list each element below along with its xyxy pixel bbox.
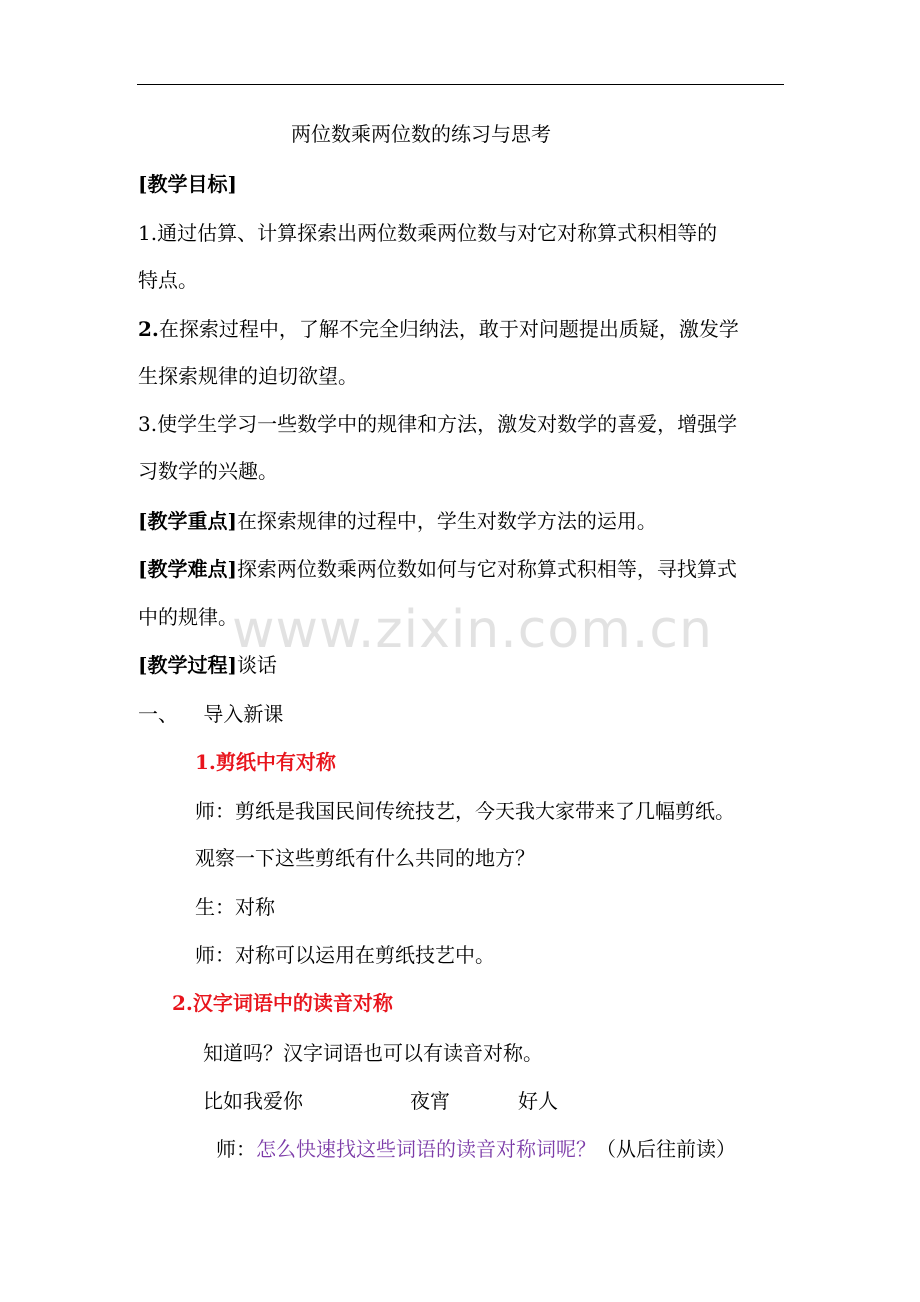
objective-3-line-2: 习数学的兴趣。: [138, 459, 278, 483]
subsection-1-heading: 1.剪纸中有对称: [195, 750, 336, 774]
student-line-1: 生：对称: [195, 895, 275, 919]
teacher-line-3-note: （从后往前读）: [596, 1137, 736, 1161]
example-word-2: 夜宵: [410, 1089, 450, 1113]
section-1-heading: 一、 导入新课: [138, 702, 284, 726]
watermark: www.zixin.com.cn: [232, 600, 713, 660]
example-word-3: 好人: [518, 1089, 558, 1113]
objective-2-line-1: [138, 315, 739, 343]
key-point-label: [教学重点]: [138, 509, 237, 533]
key-point-text: 在探索规律的过程中，学生对数学方法的运用。: [236, 509, 657, 533]
example-word-1: 比如我爱你: [203, 1089, 303, 1113]
document-title: 两位数乘两位数的练习与思考: [291, 122, 551, 146]
objective-1-line-2: 特点。: [138, 268, 198, 292]
difficulty-line-2: 中的规律。: [138, 605, 238, 629]
process-text: 谈话: [236, 653, 277, 677]
teacher-line-2: 师：对称可以运用在剪纸技艺中。: [195, 943, 495, 967]
subsection-2-heading: 2.汉字词语中的读音对称: [172, 991, 393, 1015]
difficulty-text: 探索两位数乘两位数如何与它对称算式积相等，寻找算式: [236, 557, 737, 581]
header-rule: [137, 84, 784, 85]
objective-2-number: 2.: [138, 317, 159, 341]
teacher-line-1: 师：剪纸是我国民间传统技艺，今天我大家带来了几幅剪纸。: [195, 799, 735, 823]
process-label: [教学过程]: [138, 653, 237, 677]
teacher-line-3-question: 怎么快速找这些词语的读音对称词呢？: [256, 1137, 596, 1161]
objective-1-line-1: 1.通过估算、计算探索出两位数乘两位数与对它对称算式积相等的: [138, 221, 718, 245]
paragraph-reading-symmetry: 知道吗？汉字词语也可以有读音对称。: [203, 1041, 543, 1065]
objective-3-line-1: 3.使学生学习一些数学中的规律和方法，激发对数学的喜爱，增强学: [138, 412, 738, 436]
teacher-line-3: [216, 1135, 736, 1163]
teacher-line-3-prefix: 师：: [216, 1137, 256, 1161]
difficulty-line-1: [138, 555, 737, 583]
teacher-line-1b: 观察一下这些剪纸有什么共同的地方？: [195, 846, 535, 870]
objectives-heading: [教学目标]: [138, 172, 237, 196]
key-point-line: [138, 507, 657, 535]
difficulty-label: [教学难点]: [138, 557, 237, 581]
objective-2-text: 在探索过程中，了解不完全归纳法，敢于对问题提出质疑，激发学: [158, 317, 739, 341]
objective-2-line-2: 生探索规律的迫切欲望。: [138, 364, 358, 388]
